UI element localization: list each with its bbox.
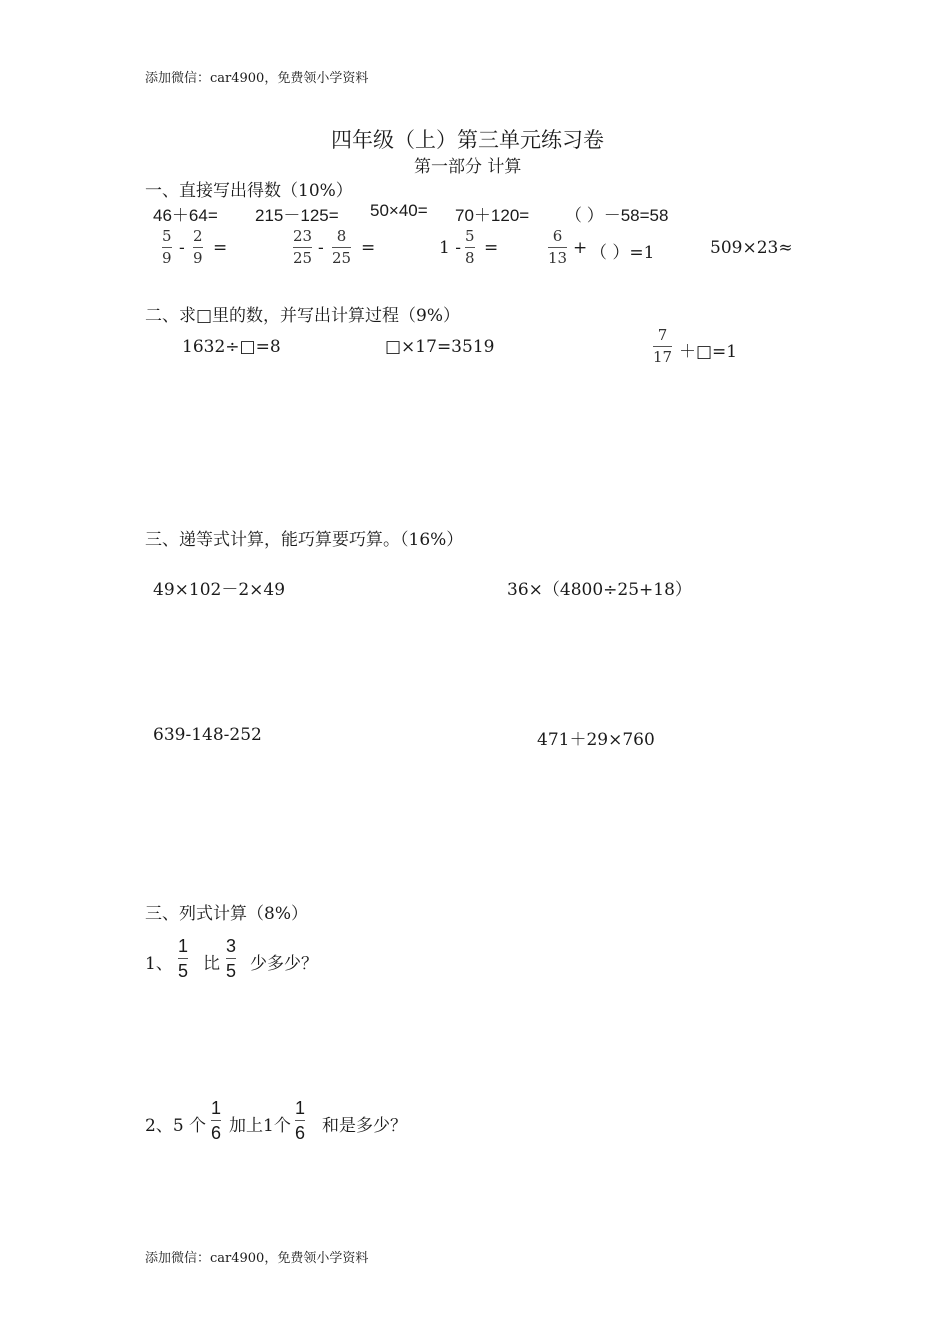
- numerator: 6: [552, 227, 563, 245]
- page-title: 四年级（上）第三单元练习卷: [331, 128, 604, 152]
- expr-1-1: 46＋64=: [153, 206, 218, 225]
- word-problem-1-compare: 比: [203, 954, 220, 974]
- expr-1-3: 50×40=: [370, 201, 428, 220]
- section-1-heading: 一、直接写出得数（10%）: [145, 181, 353, 201]
- fraction-5-8: [465, 229, 475, 266]
- calc-question-1: 49×102－2×49: [153, 580, 286, 600]
- numerator: 5: [162, 227, 172, 245]
- section-4-heading: 三、列式计算（8%）: [145, 904, 308, 924]
- word-problem-2-mid: 加上1个: [229, 1116, 291, 1136]
- denominator: 6: [211, 1123, 222, 1143]
- numerator: 8: [336, 227, 347, 245]
- fraction-bar: [465, 247, 475, 248]
- fraction-bar: [548, 247, 567, 248]
- box-question-2: □×17=3519: [385, 337, 495, 357]
- expr-1-4: 70＋120=: [455, 206, 530, 225]
- estimate-expr: 509×23≈: [710, 238, 793, 258]
- denominator: 6: [295, 1123, 306, 1143]
- equals-sign: =: [484, 238, 499, 258]
- numerator: 5: [465, 227, 475, 245]
- fraction-bar: [332, 247, 351, 248]
- section-2-heading: 二、求□里的数，并写出计算过程（9%）: [145, 306, 461, 326]
- header-note: 添加微信：car4900，免费领小学资料: [145, 71, 369, 86]
- fraction-bar: [211, 1120, 221, 1121]
- fraction-bar: [293, 247, 312, 248]
- denominator: 17: [653, 348, 673, 366]
- word-problem-1-prefix: 1、: [145, 954, 173, 974]
- page-subtitle: 第一部分 计算: [414, 157, 522, 177]
- fraction-bar: [653, 346, 672, 347]
- fraction-bar: [178, 958, 188, 959]
- denominator: 25: [332, 249, 352, 267]
- footer-note: 添加微信：car4900，免费领小学资料: [145, 1251, 369, 1266]
- fraction-bar: [193, 247, 203, 248]
- denominator: 13: [548, 249, 568, 267]
- blank-equals-one: （ ）=1: [590, 243, 655, 263]
- calc-question-4: 471＋29×760: [537, 730, 655, 750]
- denominator: 5: [226, 961, 237, 981]
- calc-question-2: 36×（4800÷25+18）: [507, 580, 692, 600]
- denominator: 9: [162, 249, 172, 267]
- numerator: 1: [178, 936, 189, 956]
- fraction-1-6-a: [211, 1099, 221, 1142]
- fraction-2-9: [193, 229, 203, 266]
- numerator: 2: [193, 227, 203, 245]
- calc-question-3: 639-148-252: [153, 725, 262, 745]
- fraction-bar: [162, 247, 172, 248]
- plus-sign: +: [573, 238, 588, 258]
- numerator: 23: [293, 227, 313, 245]
- fraction-7-17: [653, 328, 672, 365]
- numerator: 3: [226, 936, 237, 956]
- fraction-1-5: [178, 937, 188, 980]
- denominator: 8: [465, 249, 475, 267]
- expr-1-2: 215－125=: [255, 206, 339, 225]
- fraction-3-5: [226, 937, 236, 980]
- denominator: 9: [193, 249, 203, 267]
- minus-sign: -: [318, 238, 324, 258]
- fraction-bar: [295, 1120, 305, 1121]
- denominator: 25: [293, 249, 313, 267]
- numerator: 1: [295, 1098, 306, 1118]
- numerator: 1: [211, 1098, 222, 1118]
- box-question-1: 1632÷□=8: [182, 337, 281, 357]
- box-question-3: ＋□=1: [679, 342, 738, 362]
- word-problem-1-tail: 少多少？: [250, 954, 318, 974]
- equals-sign: =: [213, 238, 228, 258]
- fraction-6-13: [548, 229, 567, 266]
- fraction-bar: [226, 958, 236, 959]
- minus-sign: -: [179, 238, 185, 258]
- word-problem-2-tail: 和是多少？: [322, 1116, 407, 1136]
- section-3-heading: 三、递等式计算，能巧算要巧算。（16%）: [145, 530, 464, 550]
- numerator: 7: [657, 326, 668, 344]
- equals-sign: =: [361, 238, 376, 258]
- fraction-1-6-b: [295, 1099, 305, 1142]
- expr-1-5: （ ）－58=58: [565, 206, 669, 225]
- fraction-8-25: [332, 229, 351, 266]
- denominator: 5: [178, 961, 189, 981]
- fraction-23-25: [293, 229, 312, 266]
- word-problem-2-prefix: 2、5 个: [145, 1116, 207, 1136]
- one-minus: 1 -: [439, 238, 461, 258]
- fraction-5-9: [162, 229, 172, 266]
